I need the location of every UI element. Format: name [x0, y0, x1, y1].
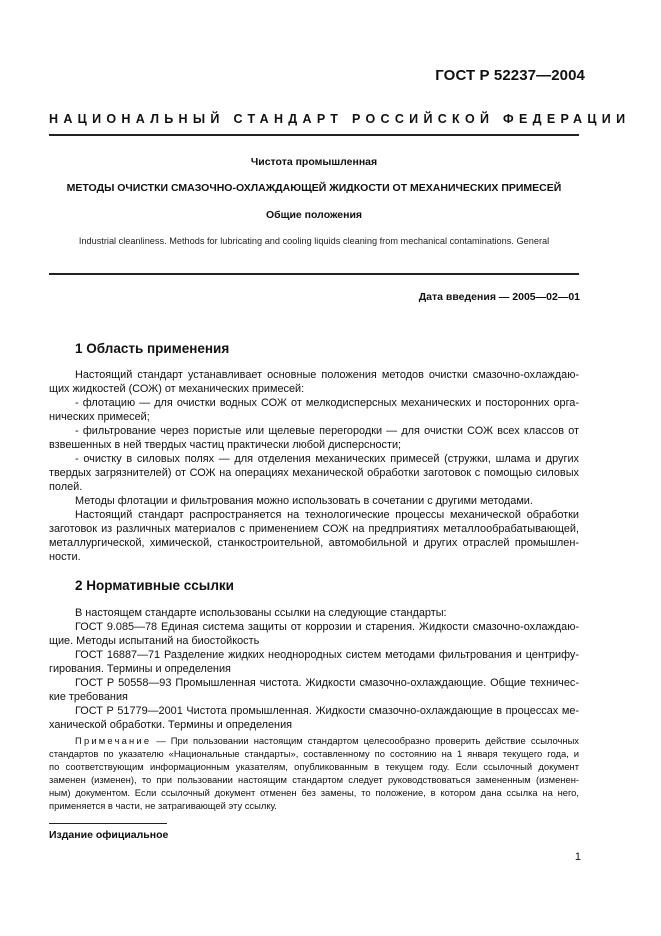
official-edition-label: Издание официальное — [49, 829, 169, 841]
reference-line: ГОСТ 16887—71 Разделение жидких неоднородных систем методами фильтрования и центрифу- — [75, 649, 579, 661]
paragraph-line: полей. — [49, 481, 83, 493]
note-line: применяется в части, не затрагивающей эту ссылку. — [49, 800, 277, 811]
paragraph-line: твердых загрязнителей) от СОЖ на операциях механической обработки заготовок с помощью силовых — [49, 467, 579, 479]
reference-line: ГОСТ Р 50558—93 Промышленная чистота. Жидкости смазочно-охлаждающие. Общие техничес- — [75, 677, 579, 689]
note-line: по соответствующим информационным указателям, опубликованным в текущем году. Если ссылочный документ — [49, 761, 579, 772]
paragraph-line: взвешенных в ней твердых частиц практически любой дисперсности; — [49, 439, 402, 451]
list-item: - фильтрование через пористые или щелевые перегородки — для очистки СОЖ всех классов от — [75, 425, 579, 437]
section-2-heading: 2 Нормативные ссылки — [75, 578, 234, 593]
footer-rule — [49, 823, 167, 824]
english-title: Industrial cleanliness. Methods for lubricating and cooling liquids cleaning from mechanical contaminations. General — [78, 236, 550, 246]
page-number: 1 — [574, 851, 581, 863]
note-line — [49, 734, 579, 747]
paragraph-line: Настоящий стандарт распространяется на технологические процессы механической обработки — [75, 509, 579, 521]
section-1-heading: 1 Область применения — [75, 341, 230, 356]
header-rule — [49, 134, 579, 136]
paragraph-line: заготовок из различных материалов с применением СОЖ на предприятиях металлообрабатывающей, — [49, 523, 579, 535]
note-label: Примечание — [75, 735, 152, 746]
reference-line: гирования. Термины и определения — [49, 663, 231, 675]
paragraph-line: В настоящем стандарте использованы ссылки на следующие стандарты: — [75, 607, 447, 619]
note-line: ным) документом. Если ссылочный документ отменен без замены, то положение, в котором дана ссылка на него, — [49, 787, 579, 798]
paragraph-line: Методы флотации и фильтрования можно использовать в сочетании с другими методами. — [75, 495, 533, 507]
paragraph-line: ности. — [49, 551, 81, 563]
reference-line: кие требования — [49, 691, 128, 703]
list-item: - очистку в силовых полях — для отделения механических примесей (стружки, шлама и других — [75, 453, 579, 465]
paragraph-line: нических примесей; — [49, 411, 150, 423]
document-subtitle-top: Чистота промышленная — [250, 156, 378, 168]
note-text: — При пользовании настоящим стандартом целесообразно проверить действие ссылочных — [151, 735, 579, 746]
document-number: ГОСТ Р 52237—2004 — [435, 67, 585, 84]
introduction-date: Дата введения — 2005—02—01 — [418, 291, 580, 303]
document-title: МЕТОДЫ ОЧИСТКИ СМАЗОЧНО-ОХЛАЖДАЮЩЕЙ ЖИДКОСТИ ОТ МЕХАНИЧЕСКИХ ПРИМЕСЕЙ — [66, 182, 562, 194]
list-item: - флотацию — для очистки водных СОЖ от мелкодисперсных механических и посторонних орга- — [75, 397, 579, 409]
title-rule — [49, 273, 579, 275]
note-line: заменен (изменен), то при пользовании настоящим стандартом следует руководствоваться замененным (изменен- — [49, 774, 579, 785]
note-line: стандартов по указателю «Национальные стандарты», составленному по состоянию на 1 января текущего года, и — [49, 748, 579, 759]
paragraph-line: Настоящий стандарт устанавливает основные положения методов очистки смазочно-охлаждаю- — [75, 369, 579, 381]
paragraph-line: щих жидкостей (СОЖ) от механических примесей: — [49, 383, 305, 395]
reference-line: ГОСТ Р 51779—2001 Чистота промышленная. Жидкости смазочно-охлаждающие в процессах ме- — [75, 705, 579, 717]
reference-line: ханической обработки. Термины и определения — [49, 719, 293, 731]
document-subtitle-bottom: Общие положения — [265, 209, 363, 221]
paragraph-line: металлургической, химической, станкостроительной, автомобильной и других отраслей промышлен- — [49, 537, 579, 549]
reference-line: щие. Методы испытаний на биостойкость — [49, 635, 260, 647]
reference-line: ГОСТ 9.085—78 Единая система защиты от коррозии и старения. Жидкости смазочно-охлаждаю- — [75, 621, 579, 633]
national-standard-banner: НАЦИОНАЛЬНЫЙ СТАНДАРТ РОССИЙСКОЙ ФЕДЕРАЦИИ — [49, 112, 631, 126]
